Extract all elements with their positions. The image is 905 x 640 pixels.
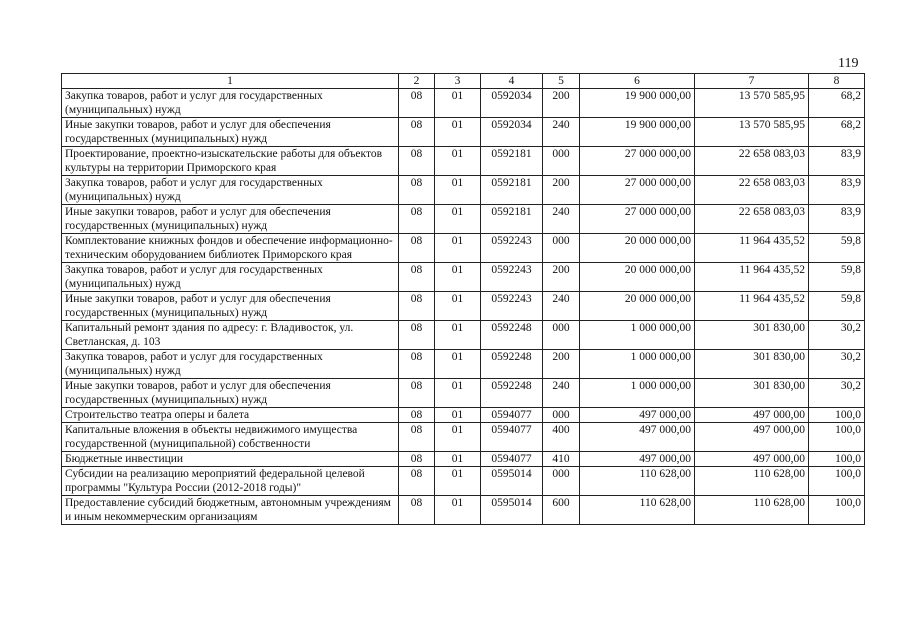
percent-cell: 30,2 bbox=[809, 379, 865, 408]
planned-amount-cell: 1 000 000,00 bbox=[580, 350, 695, 379]
row-name-cell: Закупка товаров, работ и услуг для государственных (муниципальных) нужд bbox=[62, 89, 399, 118]
subsection-code-cell: 01 bbox=[435, 452, 481, 467]
executed-amount-cell: 22 658 083,03 bbox=[695, 147, 809, 176]
executed-amount-cell: 22 658 083,03 bbox=[695, 205, 809, 234]
planned-amount-cell: 19 900 000,00 bbox=[580, 118, 695, 147]
row-name-cell: Иные закупки товаров, работ и услуг для обеспечения государственных (муниципальных) нужд bbox=[62, 292, 399, 321]
percent-cell: 100,0 bbox=[809, 408, 865, 423]
target-article-cell: 0592034 bbox=[481, 89, 543, 118]
column-header: 3 bbox=[435, 74, 481, 89]
executed-amount-cell: 110 628,00 bbox=[695, 467, 809, 496]
column-header: 4 bbox=[481, 74, 543, 89]
table-row bbox=[62, 292, 865, 321]
table-row bbox=[62, 89, 865, 118]
expense-type-cell: 410 bbox=[543, 452, 580, 467]
table-row bbox=[62, 147, 865, 176]
table-row bbox=[62, 234, 865, 263]
expense-type-cell: 600 bbox=[543, 496, 580, 525]
table-row bbox=[62, 350, 865, 379]
table-row bbox=[62, 205, 865, 234]
subsection-code-cell: 01 bbox=[435, 350, 481, 379]
percent-cell: 68,2 bbox=[809, 118, 865, 147]
row-name-cell: Иные закупки товаров, работ и услуг для обеспечения государственных (муниципальных) нужд bbox=[62, 205, 399, 234]
column-header: 1 bbox=[62, 74, 399, 89]
target-article-cell: 0595014 bbox=[481, 496, 543, 525]
planned-amount-cell: 27 000 000,00 bbox=[580, 176, 695, 205]
percent-cell: 83,9 bbox=[809, 147, 865, 176]
executed-amount-cell: 11 964 435,52 bbox=[695, 234, 809, 263]
expense-type-cell: 000 bbox=[543, 234, 580, 263]
executed-amount-cell: 13 570 585,95 bbox=[695, 89, 809, 118]
table-row bbox=[62, 496, 865, 525]
planned-amount-cell: 110 628,00 bbox=[580, 496, 695, 525]
target-article-cell: 0592243 bbox=[481, 292, 543, 321]
table-row bbox=[62, 423, 865, 452]
subsection-code-cell: 01 bbox=[435, 118, 481, 147]
row-name-cell: Бюджетные инвестиции bbox=[62, 452, 399, 467]
planned-amount-cell: 27 000 000,00 bbox=[580, 147, 695, 176]
percent-cell: 100,0 bbox=[809, 423, 865, 452]
expense-type-cell: 000 bbox=[543, 408, 580, 423]
percent-cell: 83,9 bbox=[809, 205, 865, 234]
subsection-code-cell: 01 bbox=[435, 379, 481, 408]
planned-amount-cell: 19 900 000,00 bbox=[580, 89, 695, 118]
planned-amount-cell: 1 000 000,00 bbox=[580, 379, 695, 408]
row-name-cell: Капитальный ремонт здания по адресу: г. Владивосток, ул. Светланская, д. 103 bbox=[62, 321, 399, 350]
executed-amount-cell: 301 830,00 bbox=[695, 350, 809, 379]
row-name-cell: Закупка товаров, работ и услуг для государственных (муниципальных) нужд bbox=[62, 176, 399, 205]
table-body bbox=[62, 89, 865, 525]
executed-amount-cell: 301 830,00 bbox=[695, 321, 809, 350]
subsection-code-cell: 01 bbox=[435, 321, 481, 350]
target-article-cell: 0592243 bbox=[481, 234, 543, 263]
table-row bbox=[62, 452, 865, 467]
expense-type-cell: 240 bbox=[543, 205, 580, 234]
target-article-cell: 0595014 bbox=[481, 467, 543, 496]
row-name-cell: Субсидии на реализацию мероприятий федеральной целевой программы "Культура России (2012-2018 годы)" bbox=[62, 467, 399, 496]
subsection-code-cell: 01 bbox=[435, 467, 481, 496]
section-code-cell: 08 bbox=[399, 452, 435, 467]
section-code-cell: 08 bbox=[399, 89, 435, 118]
section-code-cell: 08 bbox=[399, 408, 435, 423]
percent-cell: 68,2 bbox=[809, 89, 865, 118]
expense-type-cell: 240 bbox=[543, 292, 580, 321]
percent-cell: 83,9 bbox=[809, 176, 865, 205]
section-code-cell: 08 bbox=[399, 496, 435, 525]
column-header: 7 bbox=[695, 74, 809, 89]
executed-amount-cell: 301 830,00 bbox=[695, 379, 809, 408]
expense-type-cell: 000 bbox=[543, 147, 580, 176]
row-name-cell: Иные закупки товаров, работ и услуг для обеспечения государственных (муниципальных) нужд bbox=[62, 379, 399, 408]
subsection-code-cell: 01 bbox=[435, 423, 481, 452]
percent-cell: 59,8 bbox=[809, 234, 865, 263]
column-header: 5 bbox=[543, 74, 580, 89]
table-row bbox=[62, 263, 865, 292]
section-code-cell: 08 bbox=[399, 263, 435, 292]
table-row bbox=[62, 408, 865, 423]
column-header: 6 bbox=[580, 74, 695, 89]
section-code-cell: 08 bbox=[399, 350, 435, 379]
percent-cell: 59,8 bbox=[809, 263, 865, 292]
subsection-code-cell: 01 bbox=[435, 292, 481, 321]
section-code-cell: 08 bbox=[399, 176, 435, 205]
expense-type-cell: 000 bbox=[543, 321, 580, 350]
percent-cell: 59,8 bbox=[809, 292, 865, 321]
planned-amount-cell: 497 000,00 bbox=[580, 452, 695, 467]
subsection-code-cell: 01 bbox=[435, 176, 481, 205]
executed-amount-cell: 13 570 585,95 bbox=[695, 118, 809, 147]
row-name-cell: Закупка товаров, работ и услуг для государственных (муниципальных) нужд bbox=[62, 350, 399, 379]
target-article-cell: 0592034 bbox=[481, 118, 543, 147]
executed-amount-cell: 110 628,00 bbox=[695, 496, 809, 525]
section-code-cell: 08 bbox=[399, 467, 435, 496]
page-number: 119 bbox=[838, 56, 859, 71]
subsection-code-cell: 01 bbox=[435, 205, 481, 234]
executed-amount-cell: 497 000,00 bbox=[695, 423, 809, 452]
target-article-cell: 0594077 bbox=[481, 452, 543, 467]
section-code-cell: 08 bbox=[399, 234, 435, 263]
executed-amount-cell: 497 000,00 bbox=[695, 408, 809, 423]
planned-amount-cell: 1 000 000,00 bbox=[580, 321, 695, 350]
section-code-cell: 08 bbox=[399, 379, 435, 408]
executed-amount-cell: 497 000,00 bbox=[695, 452, 809, 467]
table-row bbox=[62, 118, 865, 147]
percent-cell: 100,0 bbox=[809, 496, 865, 525]
percent-cell: 30,2 bbox=[809, 321, 865, 350]
planned-amount-cell: 497 000,00 bbox=[580, 408, 695, 423]
column-header: 2 bbox=[399, 74, 435, 89]
row-name-cell: Проектирование, проектно-изыскательские работы для объектов культуры на территории Приморского края bbox=[62, 147, 399, 176]
subsection-code-cell: 01 bbox=[435, 147, 481, 176]
section-code-cell: 08 bbox=[399, 423, 435, 452]
row-name-cell: Капитальные вложения в объекты недвижимого имущества государственной (муниципальной) собственности bbox=[62, 423, 399, 452]
planned-amount-cell: 110 628,00 bbox=[580, 467, 695, 496]
expense-type-cell: 240 bbox=[543, 118, 580, 147]
row-name-cell: Комплектование книжных фондов и обеспечение информационно-техническим оборудованием библиотек Приморского края bbox=[62, 234, 399, 263]
expense-type-cell: 200 bbox=[543, 350, 580, 379]
subsection-code-cell: 01 bbox=[435, 408, 481, 423]
target-article-cell: 0592181 bbox=[481, 205, 543, 234]
target-article-cell: 0592243 bbox=[481, 263, 543, 292]
target-article-cell: 0592248 bbox=[481, 350, 543, 379]
planned-amount-cell: 27 000 000,00 bbox=[580, 205, 695, 234]
target-article-cell: 0592248 bbox=[481, 379, 543, 408]
expense-type-cell: 000 bbox=[543, 467, 580, 496]
executed-amount-cell: 11 964 435,52 bbox=[695, 263, 809, 292]
target-article-cell: 0592181 bbox=[481, 147, 543, 176]
section-code-cell: 08 bbox=[399, 292, 435, 321]
section-code-cell: 08 bbox=[399, 118, 435, 147]
table-row bbox=[62, 379, 865, 408]
header-row bbox=[62, 74, 865, 89]
executed-amount-cell: 11 964 435,52 bbox=[695, 292, 809, 321]
row-name-cell: Иные закупки товаров, работ и услуг для обеспечения государственных (муниципальных) нужд bbox=[62, 118, 399, 147]
planned-amount-cell: 20 000 000,00 bbox=[580, 263, 695, 292]
planned-amount-cell: 497 000,00 bbox=[580, 423, 695, 452]
expense-type-cell: 200 bbox=[543, 176, 580, 205]
target-article-cell: 0594077 bbox=[481, 408, 543, 423]
executed-amount-cell: 22 658 083,03 bbox=[695, 176, 809, 205]
planned-amount-cell: 20 000 000,00 bbox=[580, 292, 695, 321]
expense-type-cell: 400 bbox=[543, 423, 580, 452]
target-article-cell: 0592248 bbox=[481, 321, 543, 350]
subsection-code-cell: 01 bbox=[435, 234, 481, 263]
target-article-cell: 0592181 bbox=[481, 176, 543, 205]
row-name-cell: Предоставление субсидий бюджетным, автономным учреждениям и иным некоммерческим организациям bbox=[62, 496, 399, 525]
expense-type-cell: 240 bbox=[543, 379, 580, 408]
section-code-cell: 08 bbox=[399, 205, 435, 234]
expense-type-cell: 200 bbox=[543, 263, 580, 292]
row-name-cell: Строительство театра оперы и балета bbox=[62, 408, 399, 423]
percent-cell: 100,0 bbox=[809, 467, 865, 496]
budget-table bbox=[61, 73, 865, 525]
row-name-cell: Закупка товаров, работ и услуг для государственных (муниципальных) нужд bbox=[62, 263, 399, 292]
column-header: 8 bbox=[809, 74, 865, 89]
percent-cell: 100,0 bbox=[809, 452, 865, 467]
target-article-cell: 0594077 bbox=[481, 423, 543, 452]
expense-type-cell: 200 bbox=[543, 89, 580, 118]
subsection-code-cell: 01 bbox=[435, 89, 481, 118]
table-row bbox=[62, 176, 865, 205]
table-row bbox=[62, 321, 865, 350]
planned-amount-cell: 20 000 000,00 bbox=[580, 234, 695, 263]
section-code-cell: 08 bbox=[399, 321, 435, 350]
subsection-code-cell: 01 bbox=[435, 263, 481, 292]
table-row bbox=[62, 467, 865, 496]
subsection-code-cell: 01 bbox=[435, 496, 481, 525]
table-header bbox=[62, 74, 865, 89]
percent-cell: 30,2 bbox=[809, 350, 865, 379]
section-code-cell: 08 bbox=[399, 147, 435, 176]
